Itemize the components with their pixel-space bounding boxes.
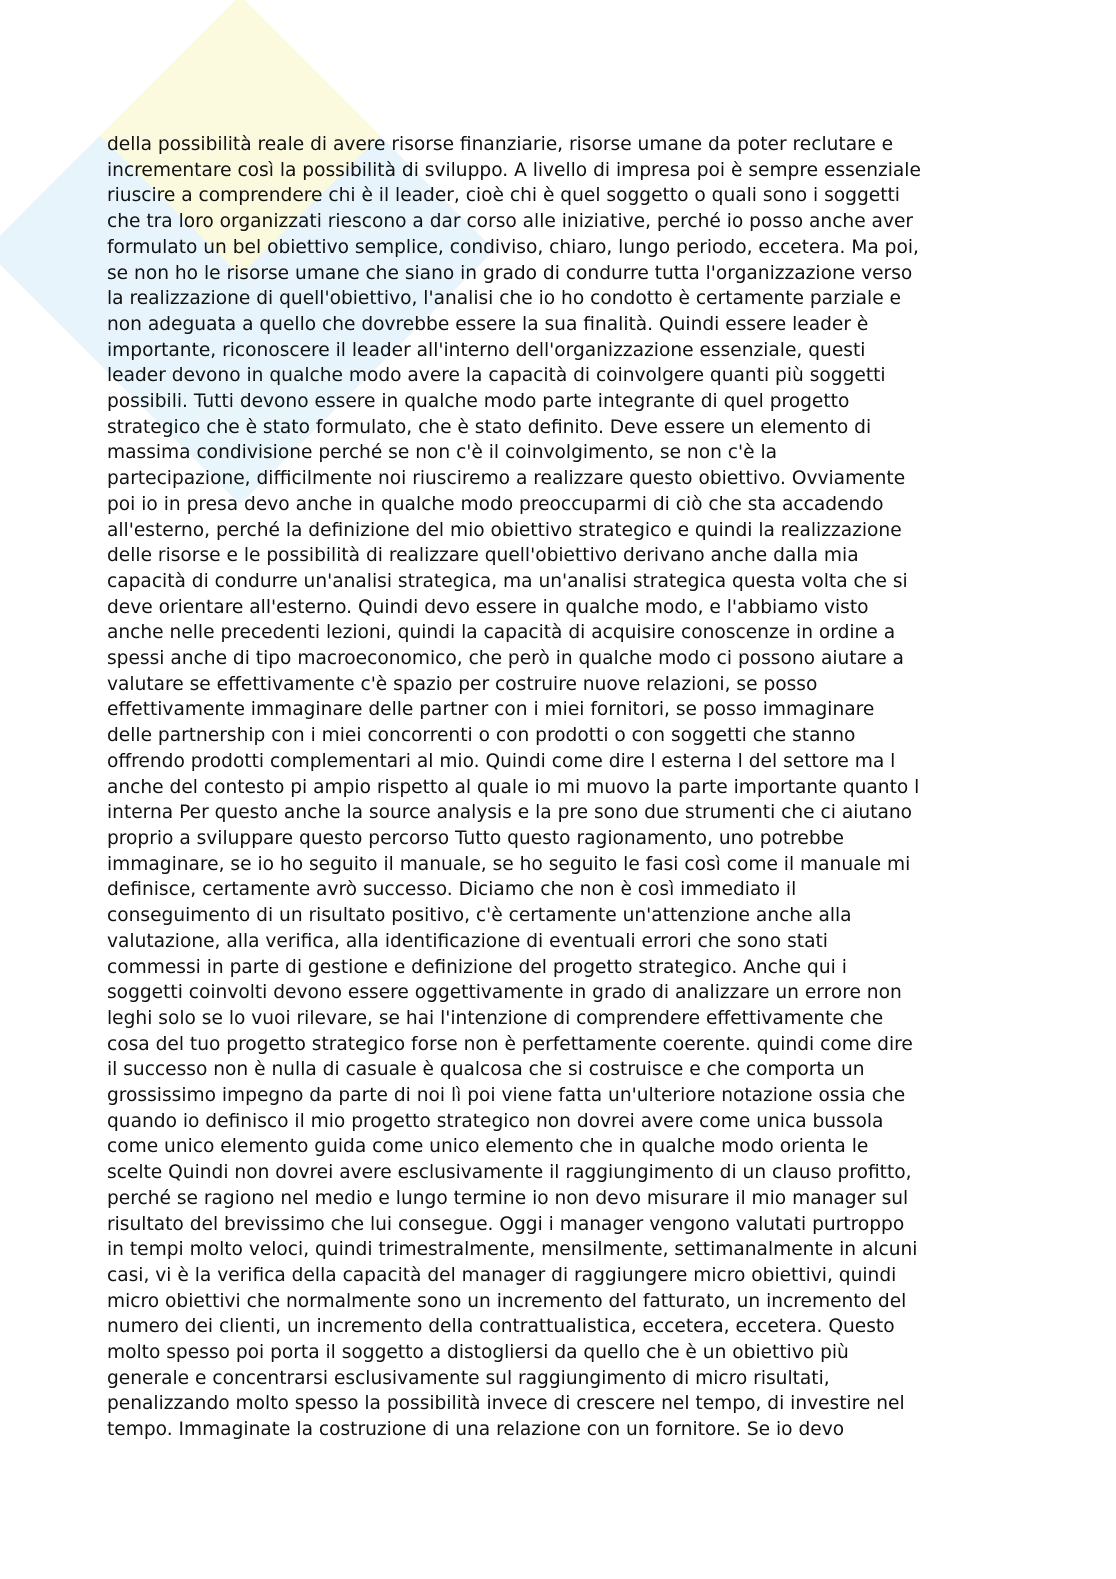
text-line: se non ho le risorse umane che siano in grado di condurre tutta l'organizzazione verso [107,262,913,284]
text-line: generale e concentrarsi esclusivamente sul raggiungimento di micro risultati, [107,1367,830,1389]
text-line: formulato un bel obiettivo semplice, condiviso, chiaro, lungo periodo, eccetera. Ma poi, [107,236,919,258]
text-line: importante, riconoscere il leader all'interno dell'organizzazione essenziale, questi [107,339,866,361]
text-line: effettivamente immaginare delle partner con i miei fornitori, se posso immaginare [107,699,875,721]
text-line: massima condivisione perché se non c'è il coinvolgimento, se non c'è la [107,442,778,464]
text-line: riuscire a comprendere chi è il leader, cioè chi è quel soggetto o quali sono i soggetti [107,185,900,207]
text-line: perché se ragiono nel medio e lungo termine io non devo misurare il mio manager sul [107,1187,909,1209]
text-line: spessi anche di tipo macroeconomico, che però in qualche modo ci possono aiutare a [107,648,904,670]
text-line: definisce, certamente avrò successo. Diciamo che non è così immediato il [107,879,797,901]
text-line: come unico elemento guida come unico elemento che in qualche modo orienta le [107,1136,869,1158]
text-line: numero dei clienti, un incremento della contrattualistica, eccetera, eccetera. Questo [107,1316,895,1338]
text-line: tempo. Immaginate la costruzione di una relazione con un fornitore. Se io devo [107,1419,845,1441]
text-line: partecipazione, difficilmente noi riusciremo a realizzare questo obiettivo. Ovviamente [107,468,906,490]
text-line: grossissimo impegno da parte di noi lì poi viene fatta un'ulteriore notazione ossia che [107,1085,906,1107]
text-line: strategico che è stato formulato, che è stato definito. Deve essere un elemento di [107,416,872,438]
text-line: incrementare così la possibilità di sviluppo. A livello di impresa poi è sempre essenziale [107,159,921,181]
text-line: casi, vi è la verifica della capacità del manager di raggiungere micro obiettivi, quindi [107,1264,897,1286]
text-line: interna Per questo anche la source analysis e la pre sono due strumenti che ci aiutano [107,802,913,824]
text-line: valutazione, alla verifica, alla identificazione di eventuali errori che sono stati [107,930,828,952]
text-line: proprio a sviluppare questo percorso Tutto questo ragionamento, uno potrebbe [107,827,844,849]
text-line: delle risorse e le possibilità di realizzare quell'obiettivo derivano anche dalla mia [107,545,859,567]
text-line: anche del contesto pi ampio rispetto al quale io mi muovo la parte importante quanto l [107,776,920,798]
text-line: leader devono in qualche modo avere la capacità di coinvolgere quanti più soggetti [107,365,886,387]
text-line: leghi solo se lo vuoi rilevare, se hai l'intenzione di comprendere effettivamente che [107,1007,884,1029]
text-line: soggetti coinvolti devono essere oggettivamente in grado di analizzare un errore non [107,982,902,1004]
text-line: deve orientare all'esterno. Quindi devo essere in qualche modo, e l'abbiamo visto [107,596,869,618]
text-line: in tempi molto veloci, quindi trimestralmente, mensilmente, settimanalmente in alcuni [107,1239,918,1261]
text-line: offrendo prodotti complementari al mio. Quindi come dire l esterna l del settore ma l [107,750,896,772]
text-line: all'esterno, perché la definizione del mio obiettivo strategico e quindi la realizzazione [107,519,902,541]
text-line: capacità di condurre un'analisi strategica, ma un'analisi strategica questa volta che si [107,570,908,592]
text-line: valutare se effettivamente c'è spazio per costruire nuove relazioni, se posso [107,673,818,695]
text-line: penalizzando molto spesso la possibilità invece di crescere nel tempo, di investire nel [107,1393,905,1415]
text-line: micro obiettivi che normalmente sono un incremento del fatturato, un incremento del [107,1290,907,1312]
text-line: cosa del tuo progetto strategico forse non è perfettamente coerente. quindi come dire [107,1033,913,1055]
text-line: conseguimento di un risultato positivo, c'è certamente un'attenzione anche alla [107,905,852,927]
text-line: il successo non è nulla di casuale è qualcosa che si costruisce e che comporta un [107,1059,865,1081]
text-line: non adeguata a quello che dovrebbe essere la sua finalità. Quindi essere leader è [107,313,869,335]
text-line: immaginare, se io ho seguito il manuale, se ho seguito le fasi così come il manuale mi [107,853,911,875]
text-line: possibili. Tutti devono essere in qualche modo parte integrante di quel progetto [107,391,850,413]
text-line: poi io in presa devo anche in qualche modo preoccuparmi di ciò che sta accadendo [107,493,884,515]
document-body [107,132,921,1443]
text-line: risultato del brevissimo che lui consegue. Oggi i manager vengono valutati purtroppo [107,1213,905,1235]
text-line: scelte Quindi non dovrei avere esclusivamente il raggiungimento di un clauso profitto, [107,1162,912,1184]
text-line: della possibilità reale di avere risorse finanziarie, risorse umane da poter reclutare e [107,134,894,155]
text-line: delle partnership con i miei concorrenti o con prodotti o con soggetti che stanno [107,725,856,747]
text-line: molto spesso poi porta il soggetto a distogliersi da quello che è un obiettivo più [107,1342,849,1364]
text-line: quando io definisco il mio progetto strategico non dovrei avere come unica bussola [107,1110,884,1132]
text-line: che tra loro organizzati riescono a dar corso alle iniziative, perché io posso anche aver [107,211,914,233]
text-line: anche nelle precedenti lezioni, quindi la capacità di acquisire conoscenze in ordine a [107,622,896,644]
text-line: commessi in parte di gestione e definizione del progetto strategico. Anche qui i [107,956,847,978]
text-line: la realizzazione di quell'obiettivo, l'analisi che io ho condotto è certamente parziale e [107,288,901,310]
